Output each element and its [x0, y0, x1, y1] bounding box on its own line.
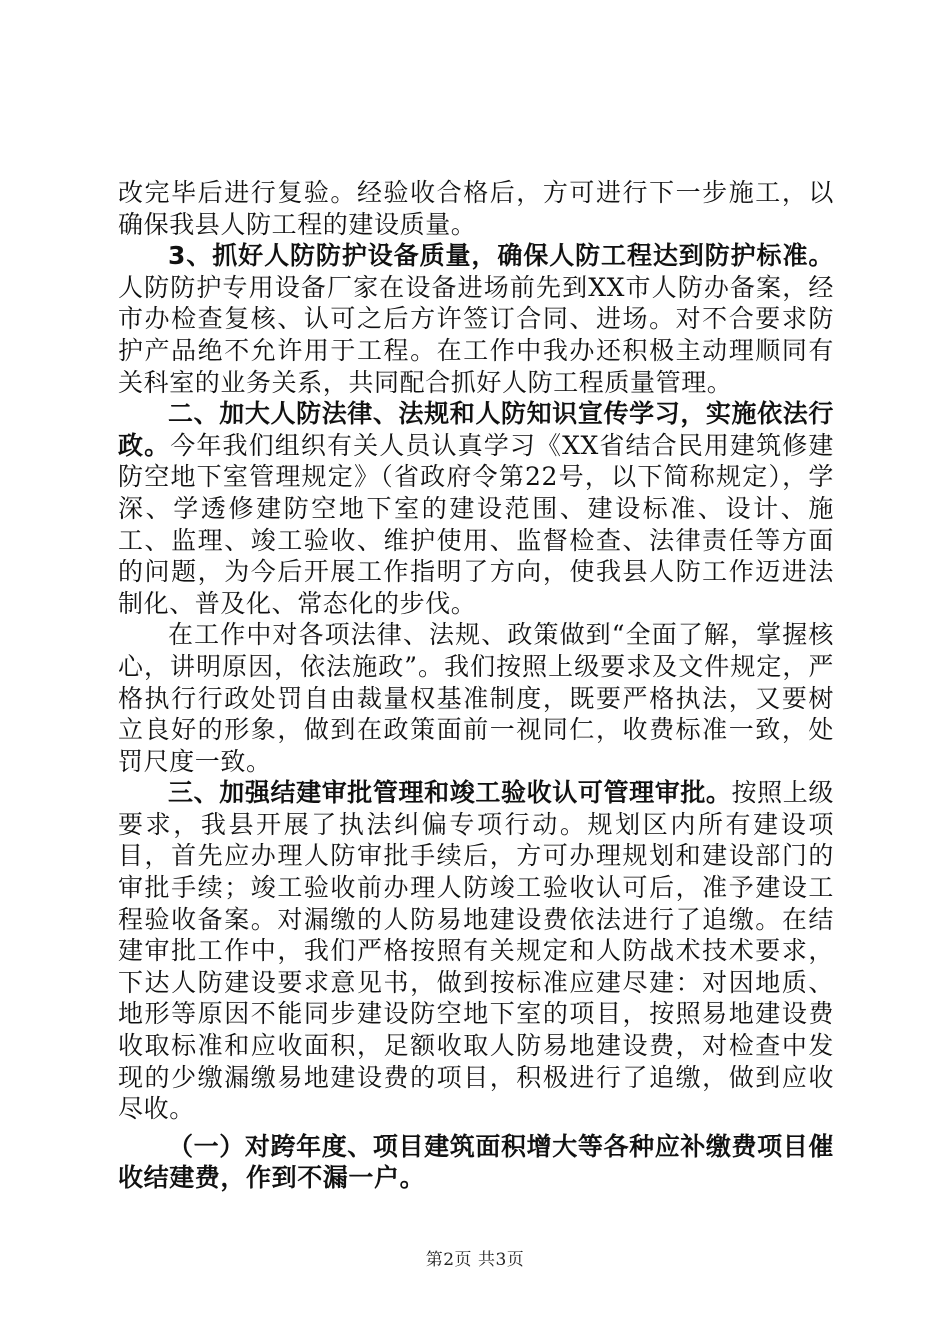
paragraph-section-three — [118, 777, 834, 1125]
paragraph-section-two — [118, 398, 834, 619]
paragraph-continued — [118, 177, 834, 240]
paragraph-text: 按照上级要求，我县开展了执法纠偏专项行动。规划区内所有建设项目，首先应办理人防审批手续后，方可办理规划和建设部门的审批手续；竣工验收前办理人防竣工验收认可后，准予建设工程验收备案。对漏缴的人防易地建设费依法进行了追缴。在结建审批工作中，我们严格按照有关规定和人防战术技术要求，下达人防建设要求意见书，做到按标准应建尽建：对因地质、地形等原因不能同步建设防空地下室的项目，按照易地建设费收取标准和应收面积，足额收取人防易地建设费，对检查中发现的少缴漏缴易地建设费的项目，积极进行了追缴，做到应收尽收。 — [118, 778, 834, 1124]
paragraph-text: 人防防护专用设备厂家在设备进场前先到XX市人防办备案，经市办检查复核、认可之后方许签订合同、进场。对不合要求防护产品绝不允许用于工程。在工作中我办还积极主动理顺同有关科室的业务关系，共同配合抓好人防工程质量管理。 — [118, 272, 834, 397]
document-body — [118, 177, 834, 1194]
paragraph-text: 今年我们组织有关人员认真学习《XX省结合民用建筑修建防空地下室管理规定》（省政府令第22号，以下简称规定），学深、学透修建防空地下室的建设范围、建设标准、设计、施工、监理、竣工验收、维护使用、监督检查、法律责任等方面的问题，为今后开展工作指明了方向，使我县人防工作迈进法制化、普及化、常态化的步伐。 — [118, 430, 834, 618]
paragraph-subsection-one — [118, 1131, 834, 1194]
paragraph-text: 改完毕后进行复验。经验收合格后，方可进行下一步施工，以确保我县人防工程的建设质量。 — [118, 178, 834, 239]
paragraph-law-enforcement — [118, 619, 834, 777]
paragraph-heading: 3、抓好人防防护设备质量，确保人防工程达到防护标准。 — [168, 241, 834, 271]
subsection-heading: （一）对跨年度、项目建筑面积增大等各种应补缴费项目催收结建费，作到不漏一户。 — [118, 1131, 834, 1193]
paragraph-text: 在工作中对各项法律、法规、政策做到“全面了解，掌握核心，讲明原因，依法施政”。我们按照上级要求及文件规定，严格执行行政处罚自由裁量权基准制度，既要严格执法，又要树立良好的形象，做到在政策面前一视同仁，收费标准一致，处罚尺度一致。 — [118, 620, 834, 776]
paragraph-protective-equipment — [118, 240, 834, 398]
page-number-footer: 第2页 共3页 — [425, 1250, 525, 1270]
section-heading: 三、加强结建审批管理和竣工验收认可管理审批。 — [168, 778, 732, 808]
section-heading: 二、加大人防法律、法规和人防知识宣传学习，实施依法行政。 — [118, 399, 834, 460]
